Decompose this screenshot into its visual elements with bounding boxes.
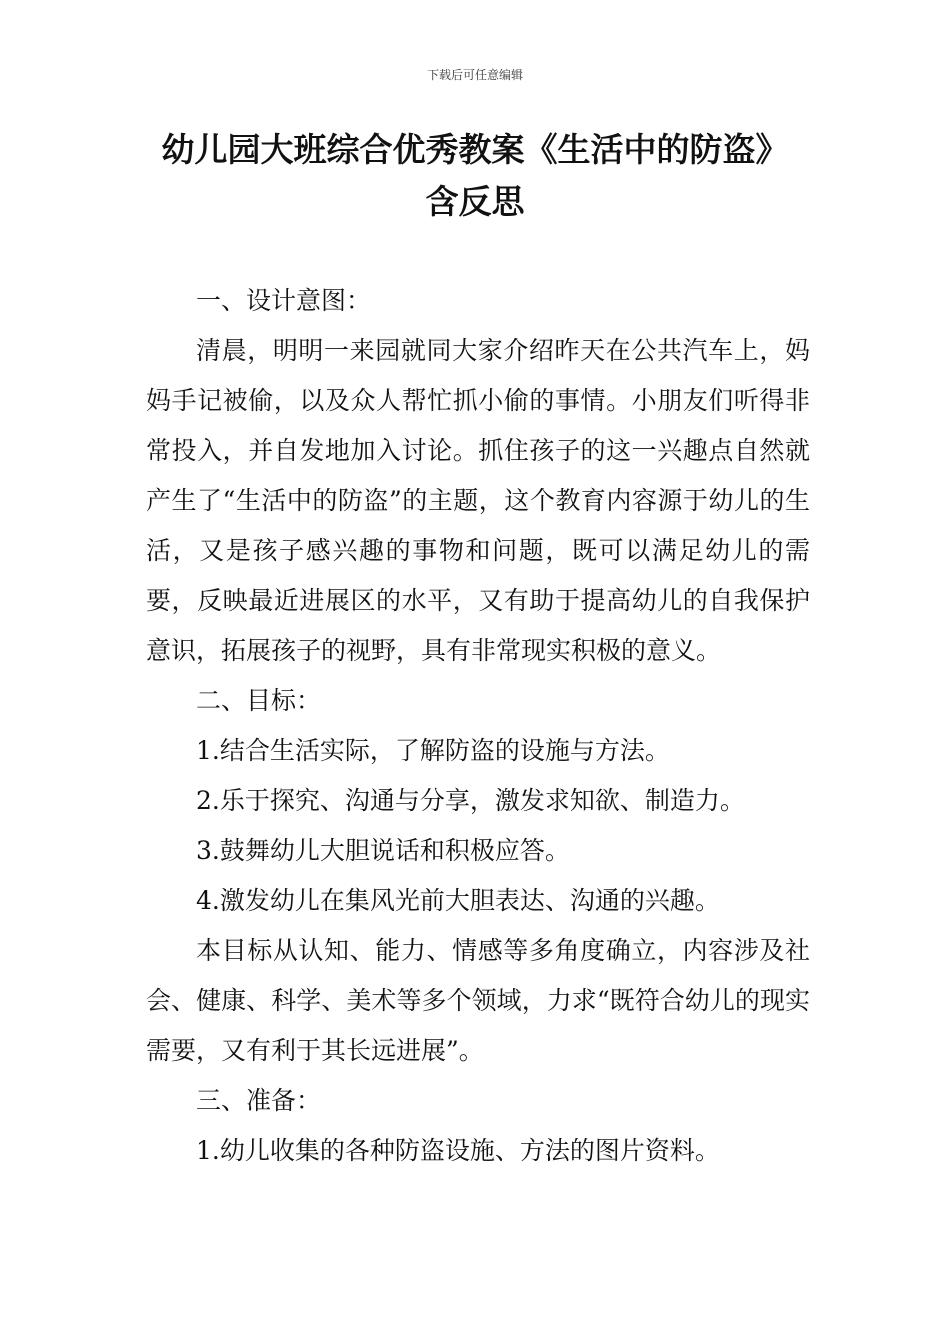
section-heading-goals: 二、目标： xyxy=(196,686,322,715)
document-title: 幼儿园大班综合优秀教案《生活中的防盗》含反思 xyxy=(161,130,789,221)
header-note: 下载后可任意编辑 xyxy=(426,68,523,82)
preparation-item-1: 1.幼儿收集的各种防盗设施、方法的图片资料。 xyxy=(196,1136,720,1165)
section-heading-preparation: 三、准备： xyxy=(196,1086,322,1115)
goal-item-1: 1.结合生活实际，了解防盗的设施与方法。 xyxy=(196,736,670,765)
paragraph-goal-summary: 本目标从认知、能力、情感等多角度确立，内容涉及社会、健康、科学、美术等多个领域，力求“既符合幼儿的现实需要，又有利于其长远进展”。 xyxy=(146,936,810,1065)
goal-item-2: 2.乐于探究、沟通与分享，激发求知欲、制造力。 xyxy=(196,786,745,815)
paragraph-design-intent: 清晨，明明一来园就同大家介绍昨天在公共汽车上，妈妈手记被偷，以及众人帮忙抓小偷的事情。小朋友们听得非常投入，并自发地加入讨论。抓住孩子的这一兴趣点自然就产生了“生活中的防盗”的主题，这个教育内容源于幼儿的生活，又是孩子感兴趣的事物和问题，既可以满足幼儿的需要，反映最近进展区的水平，又有助于提高幼儿的自我保护意识，拓展孩子的视野，具有非常现实积极的意义。 xyxy=(146,336,810,665)
document-body xyxy=(146,276,810,1176)
section-heading-design-intent: 一、设计意图： xyxy=(196,286,372,315)
goal-item-3: 3.鼓舞幼儿大胆说话和积极应答。 xyxy=(196,836,570,865)
goal-item-4: 4.激发幼儿在集风光前大胆表达、沟通的兴趣。 xyxy=(196,886,720,915)
